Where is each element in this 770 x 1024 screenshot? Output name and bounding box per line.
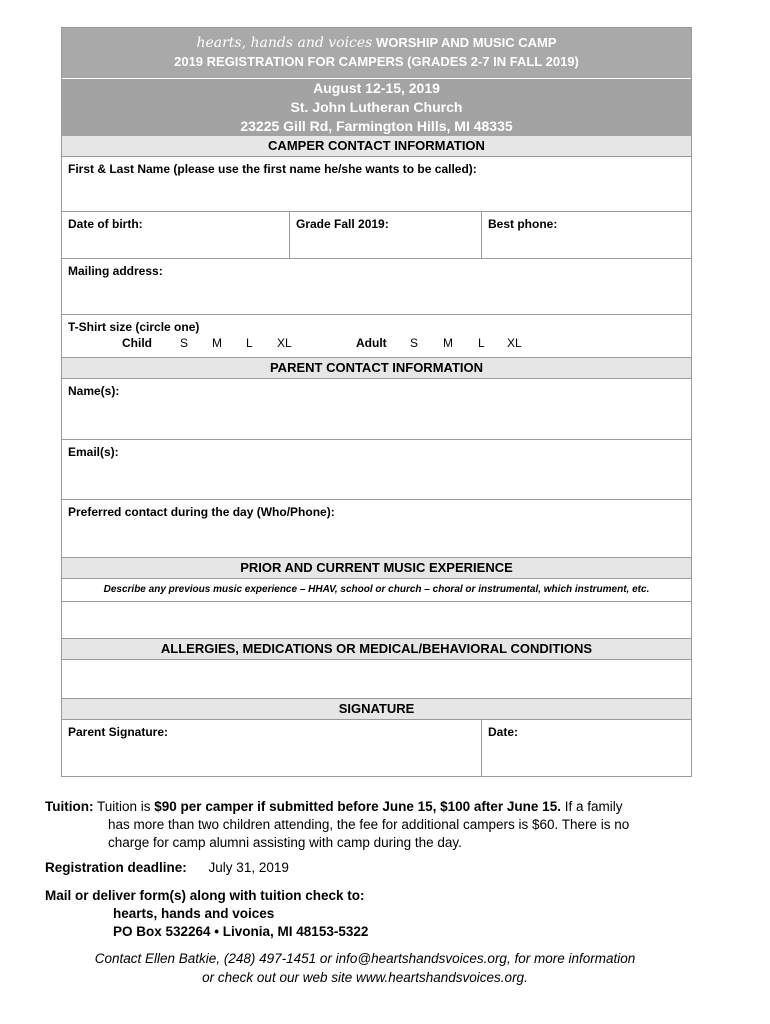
mail-label: Mail or deliver form(s) along with tuition check to: [45,888,365,903]
mailing-address-label: Mailing address: [68,264,163,278]
mail-address: PO Box 532264 • Livonia, MI 48153-5322 [113,924,369,939]
child-size-xl[interactable]: XL [277,336,292,350]
event-address: 23225 Gill Rd, Farmington Hills, MI 48335 [240,118,513,134]
tuition-line-2: has more than two children attending, the fee for additional campers is $60. There is no [108,817,630,832]
preferred-contact-field[interactable] [62,500,691,557]
header-title: WORSHIP AND MUSIC CAMP [376,35,557,50]
event-details [62,79,691,136]
contact-line-1: Contact Ellen Batkie, (248) 497-1451 or info@heartshandsvoices.org, for more information [94,951,636,966]
tshirt-label: T-Shirt size (circle one) [68,320,200,334]
parent-emails-label: Email(s): [68,445,119,459]
adult-size-s[interactable]: S [410,336,419,350]
mail-block [45,887,368,941]
adult-size-m[interactable]: M [443,336,453,350]
camper-name-label: First & Last Name (please use the first name he/she wants to be called): [68,162,477,176]
music-section-heading: PRIOR AND CURRENT MUSIC EXPERIENCE [62,557,691,579]
contact-block [0,949,730,987]
music-description: Describe any previous music experience – HHAV, school or church – choral or instrumental, which instrument, etc. [62,579,691,602]
grade-field[interactable] [289,212,482,258]
event-venue: St. John Lutheran Church [290,99,463,115]
phone-field[interactable] [481,212,691,258]
parent-section-heading: PARENT CONTACT INFORMATION [62,357,691,379]
deadline-block [45,860,289,875]
form-header [62,28,691,79]
registration-form [61,27,692,777]
signature-date-field[interactable] [481,720,691,776]
camper-name-field[interactable] [62,157,691,212]
contact-line-2: or check out our web site www.heartshandsvoices.org. [202,970,528,985]
tshirt-row [62,315,691,357]
header-subtitle: 2019 REGISTRATION FOR CAMPERS (GRADES 2-7 IN FALL 2019) [174,54,579,69]
signature-date-label: Date: [488,725,519,739]
parent-names-label: Name(s): [68,384,120,398]
signature-row [62,720,691,777]
medical-section-heading: ALLERGIES, MEDICATIONS OR MEDICAL/BEHAVIORAL CONDITIONS [62,638,691,660]
parent-signature-label: Parent Signature: [68,725,169,739]
dob-label: Date of birth: [68,217,143,231]
medical-conditions-field[interactable] [62,660,691,698]
camper-section-heading: CAMPER CONTACT INFORMATION [62,136,691,157]
deadline-value: July 31, 2019 [208,860,289,875]
grade-label: Grade Fall 2019: [296,217,389,231]
brand-name: hearts, hands and voices [196,35,373,51]
parent-names-field[interactable] [62,379,691,440]
child-size-s[interactable]: S [180,336,189,350]
preferred-contact-label: Preferred contact during the day (Who/Phone): [68,505,335,519]
child-label: Child [122,336,152,350]
parent-emails-field[interactable] [62,440,691,500]
child-size-m[interactable]: M [212,336,222,350]
tuition-line-3: charge for camp alumni assisting with camp during the day. [108,835,462,850]
tuition-block [45,798,705,852]
adult-size-l[interactable]: L [478,336,485,350]
adult-label: Adult [356,336,387,350]
adult-size-xl[interactable]: XL [507,336,522,350]
phone-label: Best phone: [488,217,558,231]
child-size-l[interactable]: L [246,336,253,350]
mail-org: hearts, hands and voices [113,906,275,921]
tuition-prices: $90 per camper if submitted before June 15, $100 after June 15. [154,799,561,814]
deadline-label: Registration deadline: [45,860,187,875]
signature-section-heading: SIGNATURE [62,698,691,720]
event-dates: August 12-15, 2019 [313,80,440,96]
camper-info-row [62,212,691,259]
tuition-label: Tuition: [45,799,94,814]
mailing-address-field[interactable] [62,259,691,315]
tuition-text-1: Tuition is [97,799,155,814]
parent-signature-field[interactable] [62,720,482,776]
tuition-text-3: If a family [560,799,623,814]
music-experience-field[interactable] [62,602,691,638]
